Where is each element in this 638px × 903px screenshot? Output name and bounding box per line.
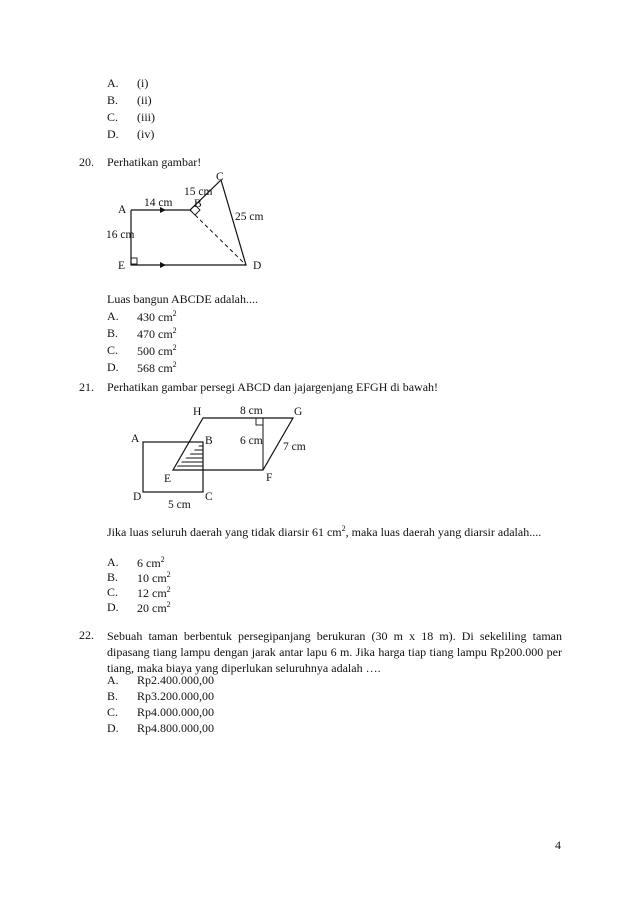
q21-point-h: H [193, 406, 202, 418]
q20-length-ae: 16 cm [106, 229, 135, 241]
q22-option-value: Rp3.200.000,00 [137, 689, 215, 703]
q21-length-dc: 5 cm [168, 499, 191, 511]
q21-prompt: Perhatikan gambar persegi ABCD dan jajargenjang EFGH di bawah! [107, 380, 439, 394]
q21-option-label: D. [107, 600, 119, 614]
q21-option-value: 12 $cm^2$ [137, 585, 171, 600]
q19-option-label: D. [107, 127, 119, 141]
q20-option-value: 470 $cm^2$ [137, 326, 177, 341]
q21-option-value: 10 $cm^2$ [137, 570, 171, 585]
q20-length-cd: 25 cm [235, 211, 264, 223]
q21-length-fg: 7 cm [283, 441, 306, 453]
q21-point-b: B [205, 435, 213, 447]
q21-point-a: A [131, 433, 140, 445]
q22-option-label: B. [107, 689, 119, 703]
q21-hatched-region [170, 446, 210, 466]
q19-option-label: A. [107, 76, 119, 90]
q20-prompt: Perhatikan gambar! [107, 155, 202, 169]
q22-number: 22. [79, 628, 94, 642]
q21-square-abcd [143, 442, 203, 492]
q20-figure [100, 168, 290, 278]
q21-option-label: C. [107, 585, 119, 599]
q22-option-label: A. [107, 673, 119, 687]
q20-point-b: B [194, 198, 202, 210]
q20-point-a: A [118, 204, 127, 216]
q22-question: Sebuah taman berbentuk persegipanjang berukuran (30 m x 18 m). Di sekeliling taman dipasang tiang lampu dengan jarak antar lapu 6 m. Jika harga tiap tiang lampu Rp200.000 per tiang, maka biaya yang diperlukan seluruhnya adalah …. [107, 629, 562, 675]
q20-number: 20. [79, 155, 94, 169]
q20-option-label: B. [107, 326, 119, 340]
q21-length-hg: 8 cm [240, 405, 263, 417]
q22-option-label: D. [107, 721, 119, 735]
q21-point-e: E [164, 473, 172, 485]
q21-option-label: A. [107, 555, 119, 569]
q21-point-c: C [205, 491, 213, 503]
q20-option-label: D. [107, 360, 119, 374]
q22-option-value: Rp4.000.000,00 [137, 705, 215, 719]
q20-point-c: C [216, 171, 224, 183]
q19-option-value: (i) [137, 76, 149, 90]
q20-option-label: A. [107, 309, 119, 323]
q20-option-value: 568 $cm^2$ [137, 360, 177, 375]
q21-point-g: G [294, 406, 303, 418]
q21-point-d: D [133, 491, 142, 503]
q21-number: 21. [79, 380, 94, 394]
q19-option-value: (ii) [137, 93, 152, 107]
q20-option-label: C. [107, 343, 119, 357]
q21-option-value: 20 $cm^2$ [137, 600, 171, 615]
q22-option-value: Rp2.400.000,00 [137, 673, 215, 687]
q21-point-f: F [266, 472, 273, 484]
q21-option-label: B. [107, 570, 119, 584]
q19-option-value: (iii) [137, 110, 155, 124]
q21-length-height: 6 cm [240, 435, 263, 447]
q21-option-value: 6 $cm^2$ [137, 555, 165, 570]
q21-question: Jika luas seluruh daerah yang tidak diarsir 61 $cm^2$, maka luas daerah yang diarsir adalah.... [107, 524, 542, 539]
q20-right-angle-e [131, 258, 137, 264]
q20-length-bc: 15 cm [184, 186, 213, 198]
page-number: 4 [555, 838, 561, 852]
q19-option-label: C. [107, 110, 119, 124]
q20-point-e: E [118, 260, 126, 272]
q19-option-value: (iv) [137, 127, 155, 141]
q20-parallel-arrow [160, 262, 166, 268]
q22-option-label: C. [107, 705, 119, 719]
q20-question: Luas bangun ABCDE adalah.... [107, 292, 258, 306]
q20-option-value: 430 $cm^2$ [137, 309, 177, 324]
q21-right-angle [256, 418, 263, 425]
q20-option-value: 500 $cm^2$ [137, 343, 177, 358]
q22-option-value: Rp4.800.000,00 [137, 721, 215, 735]
q20-point-d: D [253, 260, 262, 272]
q19-option-label: B. [107, 93, 119, 107]
q21-figure [120, 398, 330, 516]
q20-length-ab: 14 cm [144, 197, 173, 209]
